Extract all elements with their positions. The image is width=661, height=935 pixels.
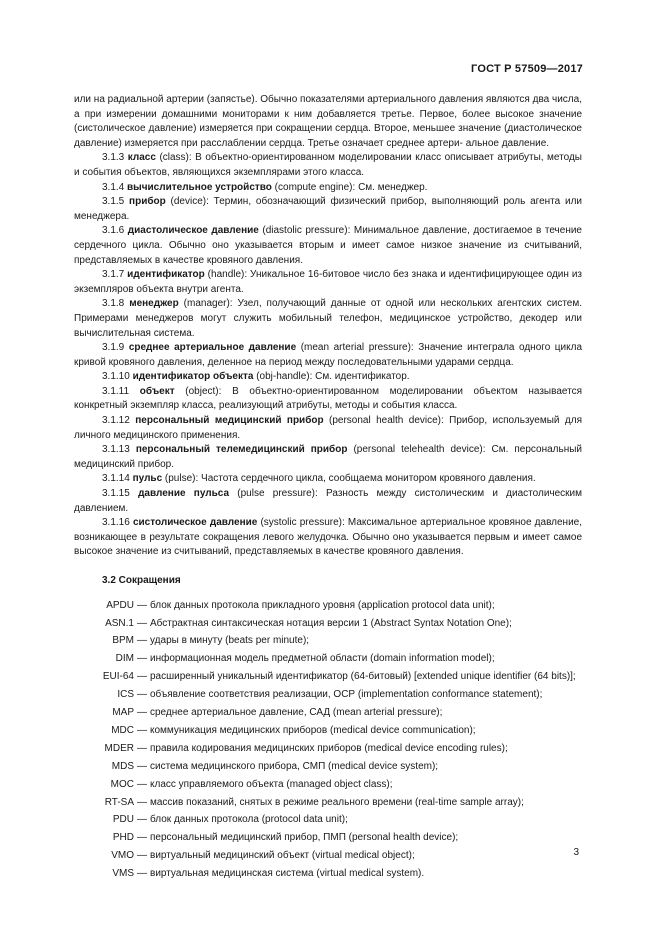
definition-number: 3.1.16 [102, 517, 130, 529]
definition-term: давление пульса [138, 488, 230, 500]
definition-item [74, 181, 582, 196]
abbreviation-dash: — [137, 742, 147, 754]
abbreviation-row [74, 632, 582, 650]
abbreviation-key: VMO [111, 850, 134, 862]
document-header: ГОСТ Р 57509—2017 [471, 63, 583, 75]
definition-number: 3.1.10 [102, 371, 130, 383]
intro-line: или на радиальной артерии (запястье). Обычно показателями артериального давления являются два [74, 94, 553, 105]
definition-number: 3.1.13 [102, 444, 130, 456]
abbreviation-text: виртуальная медицинская система (virtual medical system). [150, 868, 425, 880]
definition-term: идентификатор [127, 269, 205, 281]
intro-line: числа, а при измерении домашними мониторами к ним добавляется третье. Первое, более высокое [74, 94, 582, 120]
abbreviation-key: PDU [112, 814, 134, 826]
definition-text: (mean arterial pressure): Значение интеграла одного цикла кривой кровяного давления, деленное на период между последовательными ударами сердца. [74, 342, 583, 368]
definition-item [74, 443, 582, 472]
document-body [74, 93, 582, 883]
definition-text: (handle): Уникальное 16-битовое число без знака и идентифицирующее один из экземпляров объекта внутри агента. [74, 269, 583, 295]
definition-text: (compute engine): См. менеджер. [271, 181, 428, 193]
definition-number: 3.1.3 [102, 152, 125, 164]
abbreviation-key: MOC [110, 778, 134, 790]
abbreviation-key: EUI-64 [102, 671, 134, 683]
definition-term: класс [127, 152, 156, 164]
definition-text: (manager): Узел, получающий данные от одной или нескольких агентских систем. Примерами менеджеров могут служить мобильный телефон, медицинское устройство, декодер или вычислительная система. [74, 298, 582, 339]
definition-term: персональный телемедицинский прибор [135, 444, 348, 456]
abbreviation-dash: — [137, 832, 147, 844]
definition-text: (pulse pressure): Разность между систолическим и диастолическим давлением. [74, 488, 583, 514]
definition-term: среднее артериальное давление [128, 342, 297, 354]
intro-line: альное давление. [465, 137, 550, 149]
abbreviation-text: система медицинского прибора, СМП (medical device system); [150, 760, 439, 772]
abbreviation-key: MAP [112, 707, 134, 719]
definition-text: (device): Термин, обозначающий физический прибор, выполняющий роль агента или менеджера. [74, 196, 582, 222]
definition-text: (personal health device): Прибор, используемый для личного медицинского применения. [74, 415, 583, 441]
definition-number: 3.1.6 [102, 225, 125, 237]
abbreviation-text: расширенный уникальный идентификатор (64-битовый) [extended unique identifier (64 bits)]; [150, 671, 576, 683]
abbreviation-dash: — [137, 635, 147, 647]
abbreviations-list [74, 597, 582, 884]
definition-number: 3.1.7 [102, 269, 125, 281]
abbreviation-dash: — [137, 617, 147, 629]
definition-term: диастолическое давление [127, 225, 259, 237]
abbreviation-row [74, 865, 582, 883]
abbreviation-row [74, 811, 582, 829]
abbreviation-dash: — [137, 796, 147, 808]
definition-term: менеджер [129, 298, 179, 310]
definition-item [74, 385, 582, 414]
abbreviation-row [74, 668, 582, 686]
abbreviation-text: виртуальный медицинский объект (virtual medical object); [150, 850, 415, 862]
definition-text: (pulse): Частота сердечного цикла, сообщаема монитором кровяного давления. [162, 473, 536, 485]
definition-item [74, 472, 582, 487]
abbreviation-text: блок данных протокола (protocol data unit); [150, 814, 348, 826]
abbreviation-text: правила кодирования медицинских приборов (medical device encoding rules); [150, 742, 508, 754]
definition-number: 3.1.15 [102, 488, 130, 500]
abbreviation-key: MDER [104, 742, 134, 754]
abbreviation-text: удары в минуту (beats per minute); [150, 635, 310, 647]
abbreviation-text: класс управляемого объекта (managed object class); [150, 778, 393, 790]
abbreviation-dash: — [137, 778, 147, 790]
abbreviation-text: объявление соответствия реализации, ОСР (implementation conformance statement); [150, 689, 543, 701]
abbreviation-text: среднее артериальное давление, САД (mean arterial pressure); [150, 707, 443, 719]
definition-item [74, 487, 582, 516]
abbreviation-key: PHD [112, 832, 134, 844]
definition-number: 3.1.4 [102, 181, 125, 193]
definition-term: систолическое давление [132, 517, 258, 529]
definition-number: 3.1.8 [102, 298, 125, 310]
abbreviation-row [74, 829, 582, 847]
abbreviation-dash: — [137, 707, 147, 719]
definition-item [74, 195, 582, 224]
abbreviation-row [74, 740, 582, 758]
abbreviation-row [74, 597, 582, 615]
abbreviation-dash: — [137, 760, 147, 772]
abbreviation-text: Абстрактная синтаксическая нотация версии 1 (Abstract Syntax Notation One); [150, 617, 512, 629]
abbreviation-key: APDU [106, 599, 134, 611]
intro-line: (диастолическое давление) измеряется при расслаблении сердца. Третье означает среднее артери- [74, 123, 582, 149]
abbreviation-key: VMS [112, 868, 134, 880]
abbreviation-dash: — [137, 814, 147, 826]
abbreviation-row [74, 847, 582, 865]
abbreviation-dash: — [137, 671, 147, 683]
abbreviation-text: персональный медицинский прибор, ПМП (personal health device); [150, 832, 459, 844]
definition-item [74, 297, 582, 341]
definition-term: идентификатор объекта [132, 371, 254, 383]
definition-number: 3.1.5 [102, 196, 125, 208]
abbreviation-text: блок данных протокола прикладного уровня (application protocol data unit); [150, 599, 495, 611]
abbreviation-row [74, 722, 582, 740]
intro-paragraph [74, 93, 582, 151]
definition-term: объект [139, 385, 175, 397]
definition-text: (object): В объектно-ориентированном моделировании объектом называется конкретный экземпляр класса, реализующий атрибуты, методы и события класса. [74, 385, 582, 412]
definition-item [74, 370, 582, 385]
abbreviation-key: MDS [111, 760, 134, 772]
abbreviation-text: массив показаний, снятых в режиме реального времени (real-time sample array); [150, 796, 524, 808]
definition-item [74, 224, 582, 268]
intro-line: значение (систолическое давление) измеряется при сокращении сердца. Второе, меньшее значение [74, 108, 582, 135]
abbreviation-row [74, 650, 582, 668]
abbreviation-key: DIM [115, 653, 134, 665]
abbreviation-text: коммуникация медицинских приборов (medical device communication); [150, 724, 476, 736]
abbreviation-row [74, 758, 582, 776]
definition-number: 3.1.9 [102, 342, 125, 354]
abbreviation-key: RT-SA [104, 796, 134, 808]
definition-text: (diastolic pressure): Минимальное давление, достигаемое в течение сердечного цикла. Обычно оно указывается вторым и имеет самое низкое значение из считываний, представляемых в качестве кровяного давления. [74, 225, 582, 266]
definition-item [74, 414, 582, 443]
abbreviation-row [74, 776, 582, 794]
abbreviation-row [74, 704, 582, 722]
abbreviation-row [74, 615, 582, 633]
definition-term: вычислительное устройство [127, 181, 272, 193]
abbreviation-key: MDC [111, 724, 134, 736]
definition-text: (systolic pressure): Максимальное артериальное кровяное давление, возникающее в результате сокращения левого желудочка. Обычно оно указывается первым и имеет самое высокое значение из считываний, представляемых в качестве кровяного давления. [74, 517, 582, 558]
abbreviation-dash: — [137, 653, 147, 665]
page-number: 3 [573, 847, 579, 858]
definition-number: 3.1.14 [102, 473, 130, 485]
definition-term: прибор [129, 196, 166, 208]
abbreviation-dash: — [137, 868, 147, 880]
definition-number: 3.1.11 [102, 385, 130, 397]
abbreviation-dash: — [137, 599, 147, 611]
definition-number: 3.1.12 [102, 415, 130, 427]
abbreviation-dash: — [137, 850, 147, 862]
definition-item [74, 151, 582, 180]
section-heading-abbreviations: 3.2 Сокращения [102, 575, 181, 586]
abbreviation-dash: — [137, 689, 147, 701]
definition-item [74, 268, 582, 297]
definition-text: (personal telehealth device): См. персональный медицинский прибор. [74, 444, 582, 470]
abbreviation-dash: — [137, 724, 147, 736]
abbreviation-key: ASN.1 [105, 617, 134, 629]
definition-text: (obj-handle): См. идентификатор. [253, 371, 410, 383]
definition-text: (class): В объектно-ориентированном моделировании класс описывает атрибуты, методы и события объектов, являющихся экземплярами этого класса. [74, 152, 582, 178]
abbreviation-key: ICS [117, 689, 134, 701]
abbreviation-row [74, 794, 582, 812]
abbreviation-row [74, 686, 582, 704]
definitions-list [74, 151, 582, 560]
definition-item [74, 341, 582, 370]
abbreviation-text: информационная модель предметной области (domain information model); [150, 653, 495, 665]
definition-term: персональный медицинский прибор [135, 415, 324, 427]
definition-item [74, 516, 582, 560]
definition-term: пульс [132, 473, 163, 485]
abbreviation-key: BPM [112, 635, 134, 647]
